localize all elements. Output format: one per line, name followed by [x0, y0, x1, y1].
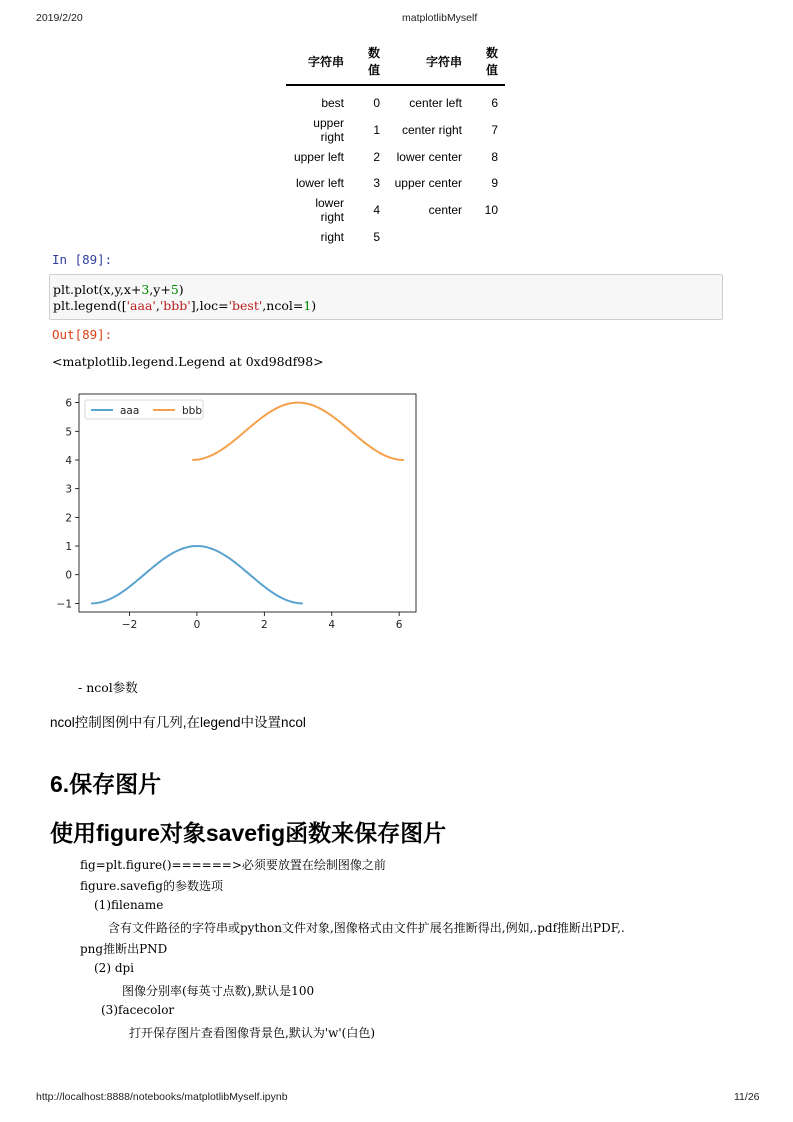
col-header-string: 字符串	[286, 44, 351, 85]
table-cell: lower left	[295, 176, 344, 190]
code-text: )	[178, 282, 184, 297]
legend-label: aaa	[120, 405, 140, 417]
code-text: ,	[155, 298, 160, 313]
table-cell: 5	[373, 230, 380, 244]
section-heading-save-figure: 6.保存图片	[50, 771, 162, 797]
code-text: ,ncol=	[262, 298, 304, 313]
output-prompt: Out[89]:	[52, 327, 113, 342]
col-header-value-2: 数值	[469, 44, 505, 85]
table-cell: upper center	[394, 176, 462, 190]
table-cell: 3	[373, 176, 380, 190]
input-prompt: In [89]:	[52, 252, 113, 267]
bullet-ncol: - ncol参数	[78, 680, 138, 695]
table-cell: upper left	[293, 150, 344, 164]
note-line: fig=plt.figure()======>必须要放置在绘制图像之前	[80, 858, 386, 872]
x-tick-label: 6	[395, 619, 403, 631]
output-text: <matplotlib.legend.Legend at 0xd98df98>	[52, 354, 324, 369]
y-tick-label: 3	[65, 483, 72, 496]
table-cell: lower right	[315, 196, 344, 224]
table-cell: best	[321, 96, 344, 110]
plot-frame	[79, 394, 416, 612]
table-cell: right	[320, 230, 344, 244]
table-cell: lower center	[396, 150, 462, 164]
footer-page-number: 11/26	[734, 1091, 760, 1103]
code-number: 3	[141, 282, 150, 297]
table-cell: 1	[373, 123, 380, 137]
table-cell: upper right	[313, 116, 344, 144]
table-cell: 6	[491, 96, 498, 110]
table-cell: 9	[491, 176, 498, 190]
code-string: 'aaa'	[126, 298, 156, 313]
subsection-heading-savefig: 使用figure对象savefig函数来保存图片	[50, 820, 447, 846]
code-text: plt.legend([	[53, 298, 127, 313]
y-tick-label: 5	[65, 426, 72, 439]
note-line: 打开保存图片查看图像背景色,默认为'w'(白色)	[129, 1026, 376, 1040]
x-tick-label: −2	[121, 619, 138, 631]
code-number: 1	[303, 298, 312, 313]
col-header-string-2: 字符串	[387, 44, 469, 85]
legend-label: bbb	[182, 405, 202, 417]
y-tick-label: 0	[65, 569, 72, 582]
code-string: 'bbb'	[159, 298, 191, 313]
code-text: ],loc=	[190, 298, 229, 313]
col-header-value: 数值	[351, 44, 387, 85]
y-tick-label: −1	[56, 598, 72, 611]
note-line: png推断出PND	[80, 942, 168, 956]
code-text: plt.plot(x,y,x+	[53, 282, 142, 297]
table-cell: 2	[373, 150, 380, 164]
table-cell: 10	[484, 203, 498, 217]
ncol-description: ncol控制图例中有几列,在legend中设置ncol	[50, 715, 306, 730]
note-line: figure.savefig的参数选项	[80, 879, 223, 893]
y-tick-label: 2	[65, 512, 72, 525]
table-cell: 7	[491, 123, 498, 137]
x-tick-label: 4	[328, 619, 336, 631]
table-cell: center	[428, 203, 462, 217]
code-text: )	[311, 298, 317, 313]
x-tick-label: 2	[261, 619, 268, 631]
header-date: 2019/2/20	[36, 12, 83, 24]
y-tick-label: 4	[65, 454, 72, 467]
y-tick-label: 1	[65, 541, 72, 554]
note-line: (3)facecolor	[101, 1003, 175, 1017]
table-cell: 8	[491, 150, 498, 164]
table-cell: center left	[409, 96, 462, 110]
header-title: matplotlibMyself	[402, 12, 478, 24]
table-cell: 4	[373, 203, 380, 217]
y-tick-label: 6	[65, 397, 72, 410]
note-line: (2) dpi	[94, 961, 135, 975]
x-tick-label: 0	[193, 619, 201, 631]
note-line: 图像分别率(每英寸点数),默认是100	[122, 984, 315, 998]
table-cell: 0	[373, 96, 380, 110]
code-string: 'best'	[228, 298, 263, 313]
note-line: 含有文件路径的字符串或python文件对象,图像格式由文件扩展名推断得出,例如,.pdf推断出PDF,.	[108, 921, 625, 935]
footer-url: http://localhost:8888/notebooks/matplotlibMyself.ipynb	[36, 1091, 288, 1103]
note-line: (1)filename	[94, 898, 164, 912]
table-cell: center right	[401, 123, 462, 137]
code-text: ,y+	[149, 282, 171, 297]
code-number: 5	[170, 282, 179, 297]
